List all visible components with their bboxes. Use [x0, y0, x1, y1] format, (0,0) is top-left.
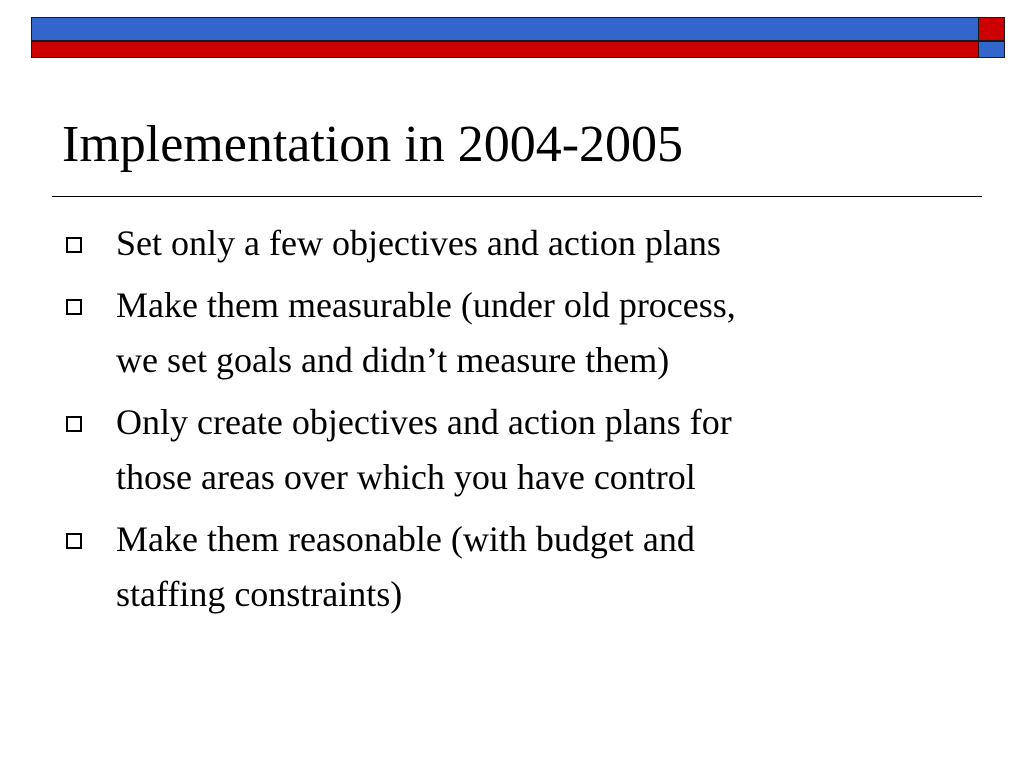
- square-bullet-icon: [66, 237, 82, 253]
- bullet-line: we set goals and didn’t measure them): [116, 340, 670, 380]
- bullet-line: Only create objectives and action plans for: [116, 402, 732, 442]
- slide-title: Implementation in 2004-2005: [62, 116, 684, 173]
- banner-blue-bar: [31, 17, 979, 41]
- banner-red-bar: [31, 41, 979, 58]
- bullet-item: [66, 278, 966, 388]
- square-bullet-icon: [66, 299, 82, 315]
- bullet-item: [66, 512, 966, 622]
- bullet-line: Make them reasonable (with budget and: [116, 519, 695, 559]
- bullet-list: [66, 216, 966, 629]
- square-bullet-icon: [66, 416, 82, 432]
- bullet-line: staffing constraints): [116, 574, 403, 614]
- bullet-item: [66, 395, 966, 505]
- bullet-line: Make them measurable (under old process,: [116, 285, 736, 325]
- header-banner: [31, 17, 1005, 58]
- bullet-line: Set only a few objectives and action plans: [116, 223, 721, 263]
- banner-red-square: [978, 17, 1005, 41]
- bullet-item: [66, 216, 966, 271]
- square-bullet-icon: [66, 533, 82, 549]
- title-underline: [52, 196, 982, 197]
- banner-blue-square: [978, 41, 1005, 58]
- bullet-line: those areas over which you have control: [116, 457, 696, 497]
